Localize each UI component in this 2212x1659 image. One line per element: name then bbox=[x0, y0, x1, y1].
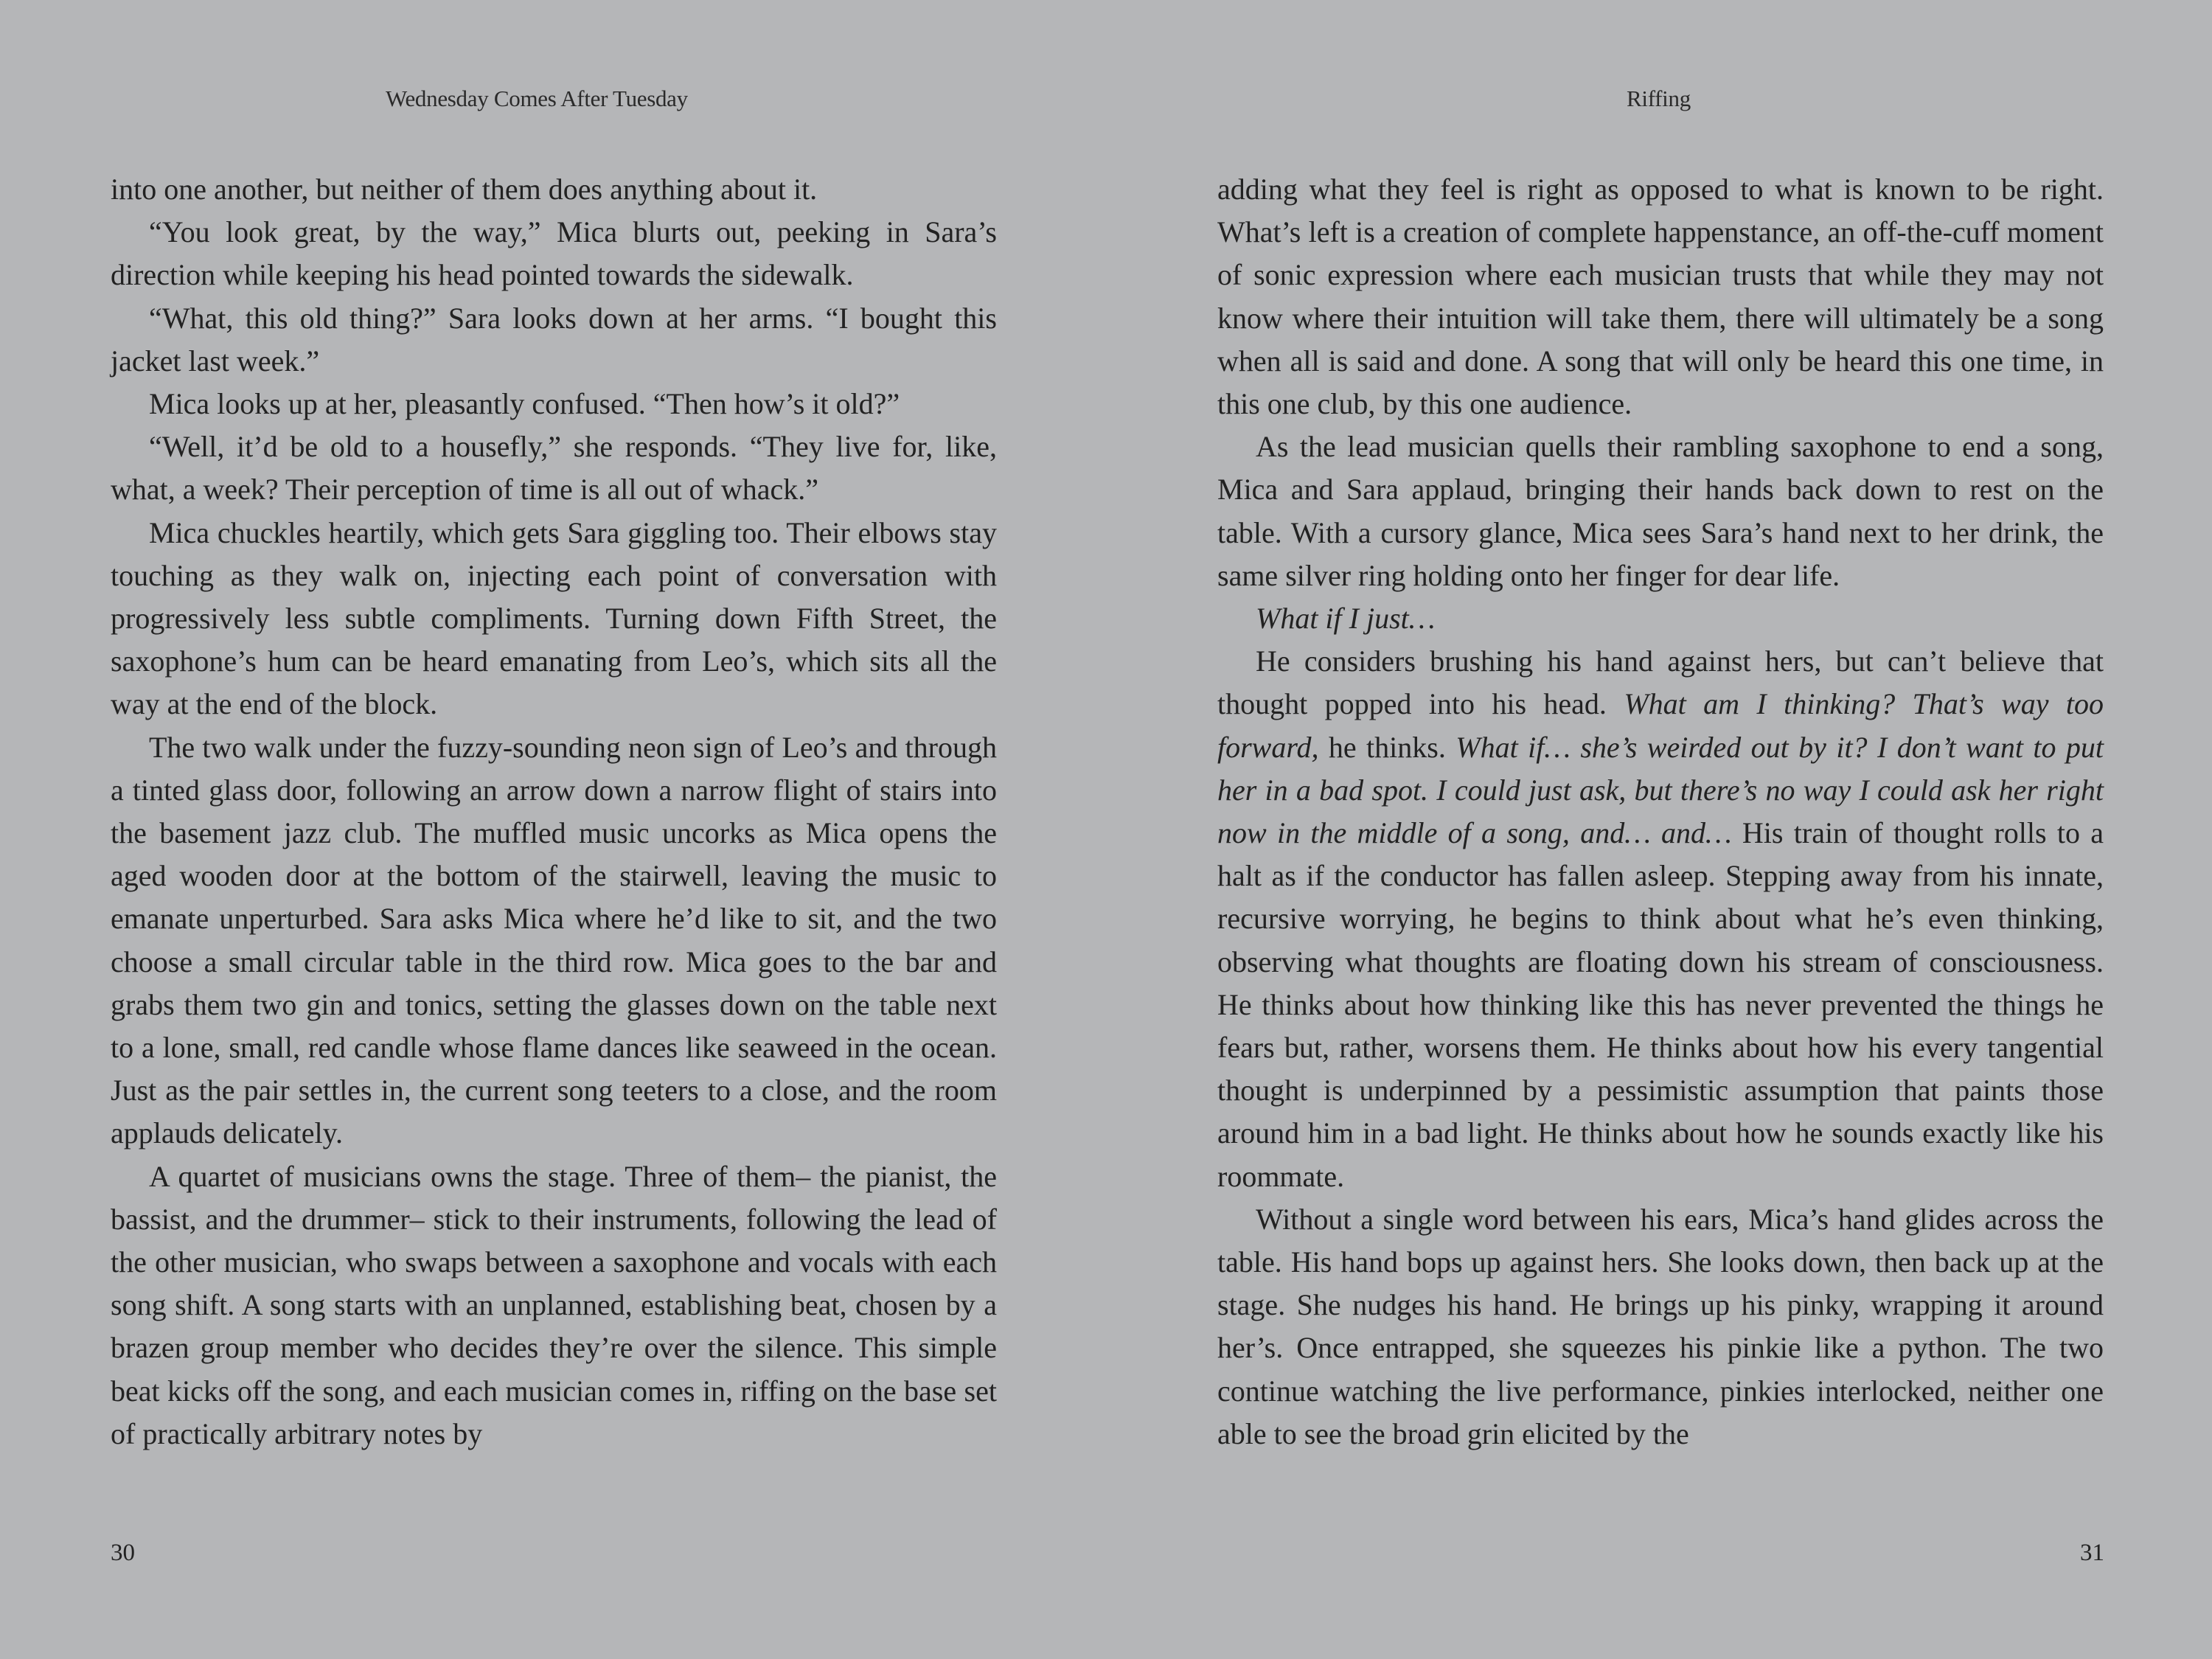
paragraph: As the lead musician quells their rambling saxophone to end a song, Mica and Sara applaud, bringing their hands back down to rest on the table. With a cursory glance, Mica sees Sara’s hand next to her drink, the same silver ring holding onto her finger for dear life. bbox=[1217, 430, 2104, 592]
paragraph-text: He considers brushing his hand against hers, but can’t believe that thought popped into his head. bbox=[1217, 644, 2104, 721]
page-number: 31 bbox=[2080, 1540, 2104, 1566]
paragraph: The two walk under the fuzzy-sounding neon sign of Leo’s and through a tinted glass door, following an arrow down a narrow flight of stairs into the basement jazz club. The muffled music uncorks as Mica opens the aged wooden door at the bottom of the stairwell, leaving the music to emanate unperturbed. Sara asks Mica where he’d like to sit, and the two choose a small circular table in the third row. Mica goes to the bar and grabs them two gin and tonics, setting the glasses down on the table next to a lone, small, red candle whose flame dances like seaweed in the ocean. Just as the pair settles in, the current song teeters to a close, and the room applauds delicately. bbox=[111, 730, 997, 1150]
paragraph bbox=[1217, 597, 2104, 640]
paragraph: into one another, but neither of them does anything about it. bbox=[111, 173, 818, 206]
paragraph: Without a single word between his ears, Mica’s hand glides across the table. His hand bops up against hers. She looks down, then back up at the stage. She nudges his hand. He brings up his pinky, wrapping it around her’s. Once entrapped, she squeezes his pinkie like a python. The two continue watching the live performance, pinkies interlocked, neither one able to see the broad grin elicited by the bbox=[1217, 1202, 2104, 1450]
right-page bbox=[1106, 0, 2212, 1659]
paragraph-text: His train of thought rolls to a halt as if the conductor has fallen asleep. Stepping away from his innate, recursive worrying, he begins to think about what he’s even thinking, observing what thoughts are floating down his stream of consciousness. He thinks about how thinking like this has never prevented the things he fears but, rather, worsens them. He thinks about how his every tangential thought is underpinned by a pessimistic assumption that paints those around him in a bad light. He thinks about how he sounds exactly like his roommate. bbox=[1217, 816, 2104, 1193]
italic-thought: What if… she’s weirded out by it? I don’t want to put her in a bad spot. I could just ask, but there’s no way I could ask her right now in the middle of a song, and… and… bbox=[1217, 730, 2104, 850]
right-page-body bbox=[1217, 168, 2104, 1455]
paragraph: “Well, it’d be old to a housefly,” she responds. “They live for, like, what, a week? Their perception of time is all out of whack.” bbox=[111, 430, 997, 507]
paragraph: adding what they feel is right as opposed to what is known to be right. What’s left is a creation of complete happenstance, an off-the-cuff moment of sonic expression where each musician trusts that while they may not know where their intuition will take them, there will ultimately be a song when all is said and done. A song that will only be heard this one time, in this one club, by this one audience. bbox=[1217, 173, 2104, 421]
page-number: 30 bbox=[111, 1540, 135, 1566]
paragraph: A quartet of musicians owns the stage. Three of them– the pianist, the bassist, and the drummer– stick to their instruments, following the lead of the other musician, who swaps between a saxophone and vocals with each song shift. A song starts with an unplanned, establishing beat, chosen by a brazen group member who decides they’re over the silence. This simple beat kicks off the song, and each musician comes in, riffing on the base set of practically arbitrary notes by bbox=[111, 1159, 997, 1450]
paragraph: “What, this old thing?” Sara looks down at her arms. “I bought this jacket last week.” bbox=[111, 301, 997, 378]
paragraph-text: he thinks. bbox=[1328, 730, 1446, 764]
paragraph: “You look great, by the way,” Mica blurts out, peeking in Sara’s direction while keeping his head pointed towards the sidewalk. bbox=[111, 215, 997, 292]
italic-thought: What if I just… bbox=[1256, 602, 1436, 636]
paragraph: Mica chuckles heartily, which gets Sara giggling too. Their elbows stay touching as they walk on, injecting each point of conversation with progressively less subtle compliments. Turning down Fifth Street, the saxophone’s hum can be heard emanating from Leo’s, which sits all the way at the end of the block. bbox=[111, 515, 997, 721]
running-head-chapter-title: Riffing bbox=[1627, 86, 1691, 111]
paragraph bbox=[1217, 640, 2104, 1198]
paragraph: Mica looks up at her, pleasantly confused. “Then how’s it old?” bbox=[149, 387, 900, 421]
italic-thought: What am I thinking? That’s way too forward, bbox=[1217, 687, 2104, 764]
running-head-book-title: Wednesday Comes After Tuesday bbox=[386, 86, 688, 111]
left-page-body bbox=[111, 168, 997, 1455]
